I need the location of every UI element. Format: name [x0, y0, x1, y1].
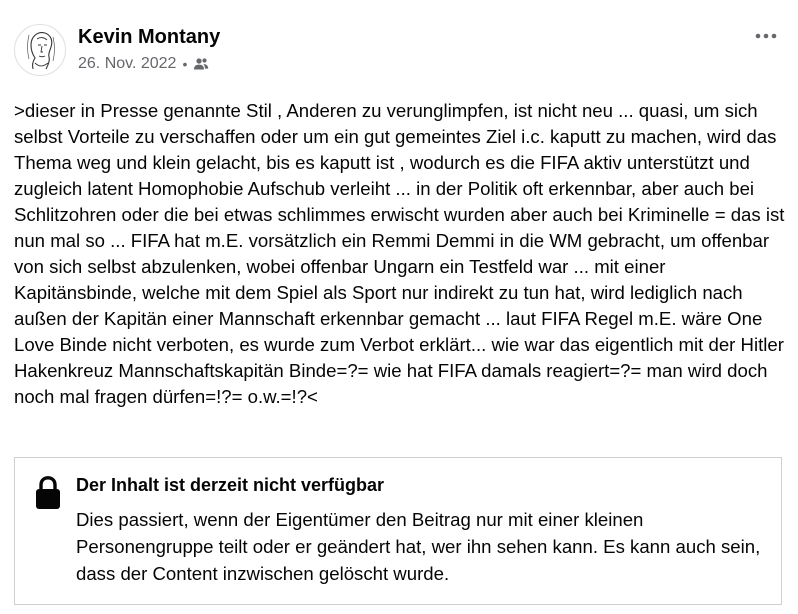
- post-header: [14, 24, 784, 80]
- lock-icon: [35, 476, 61, 510]
- avatar-sketch-icon: [15, 25, 65, 75]
- post-date[interactable]: 26. Nov. 2022: [78, 55, 177, 72]
- author-name[interactable]: Kevin Montany: [78, 26, 221, 48]
- unavailable-title: Der Inhalt ist derzeit nicht verfügbar: [76, 475, 385, 495]
- more-options-button[interactable]: [748, 24, 784, 48]
- post-meta: [78, 55, 209, 73]
- unavailable-content-box: [14, 457, 782, 605]
- friends-icon[interactable]: [193, 56, 209, 72]
- meta-separator: •: [182, 56, 188, 72]
- avatar[interactable]: [14, 24, 66, 76]
- more-options-icon: [755, 33, 777, 39]
- post-text: >dieser in Presse genannte Stil , Anderen zu verunglimpfen, ist nicht neu ... quasi, um sich selbst Vorteile zu verschaffen oder um ein gut gemeintes Ziel i.c. kaputt zu machen, wird das Thema weg und klein gelacht, bis es kaputt ist , wodurch es die FIFA aktiv unterstützt und zugleich latent Homophobie Aufschub verleiht ... in der Politik oft erkennbar, aber auch bei Schlitzohren oder die bei etwas schlimmes erwischt wurden aber auch bei Kriminelle = das ist nun mal so ... FIFA hat m.E. vorsätzlich ein Remmi Demmi in die WM gebracht, um offenbar von sich selbst abzulenken, wobei offenbar Ungarn ein Testfeld war ... mit einer Kapitänsbinde, welche mit dem Spiel als Sport nur indirekt zu tun hat, wird lediglich nach außen der Kapitän einer Mannschaft erkennbar gemacht ... laut FIFA Regel m.E. wäre One Love Binde nicht verboten, es wurde zum Verbot erklärt... wie war das eigentlich mit der Hitler Hakenkreuz Mannschaftskapitän Binde=?= wie hat FIFA damals reagiert=?= man wird doch noch mal fragen dürfen=!?= o.w.=!?<: [14, 100, 785, 407]
- unavailable-description: Dies passiert, wenn der Eigentümer den Beitrag nur mit einer kleinen Personengruppe teilt oder er geändert hat, wer ihn sehen kann. Es kann auch sein, dass der Content inzwischen gelöscht wurde.: [76, 509, 761, 584]
